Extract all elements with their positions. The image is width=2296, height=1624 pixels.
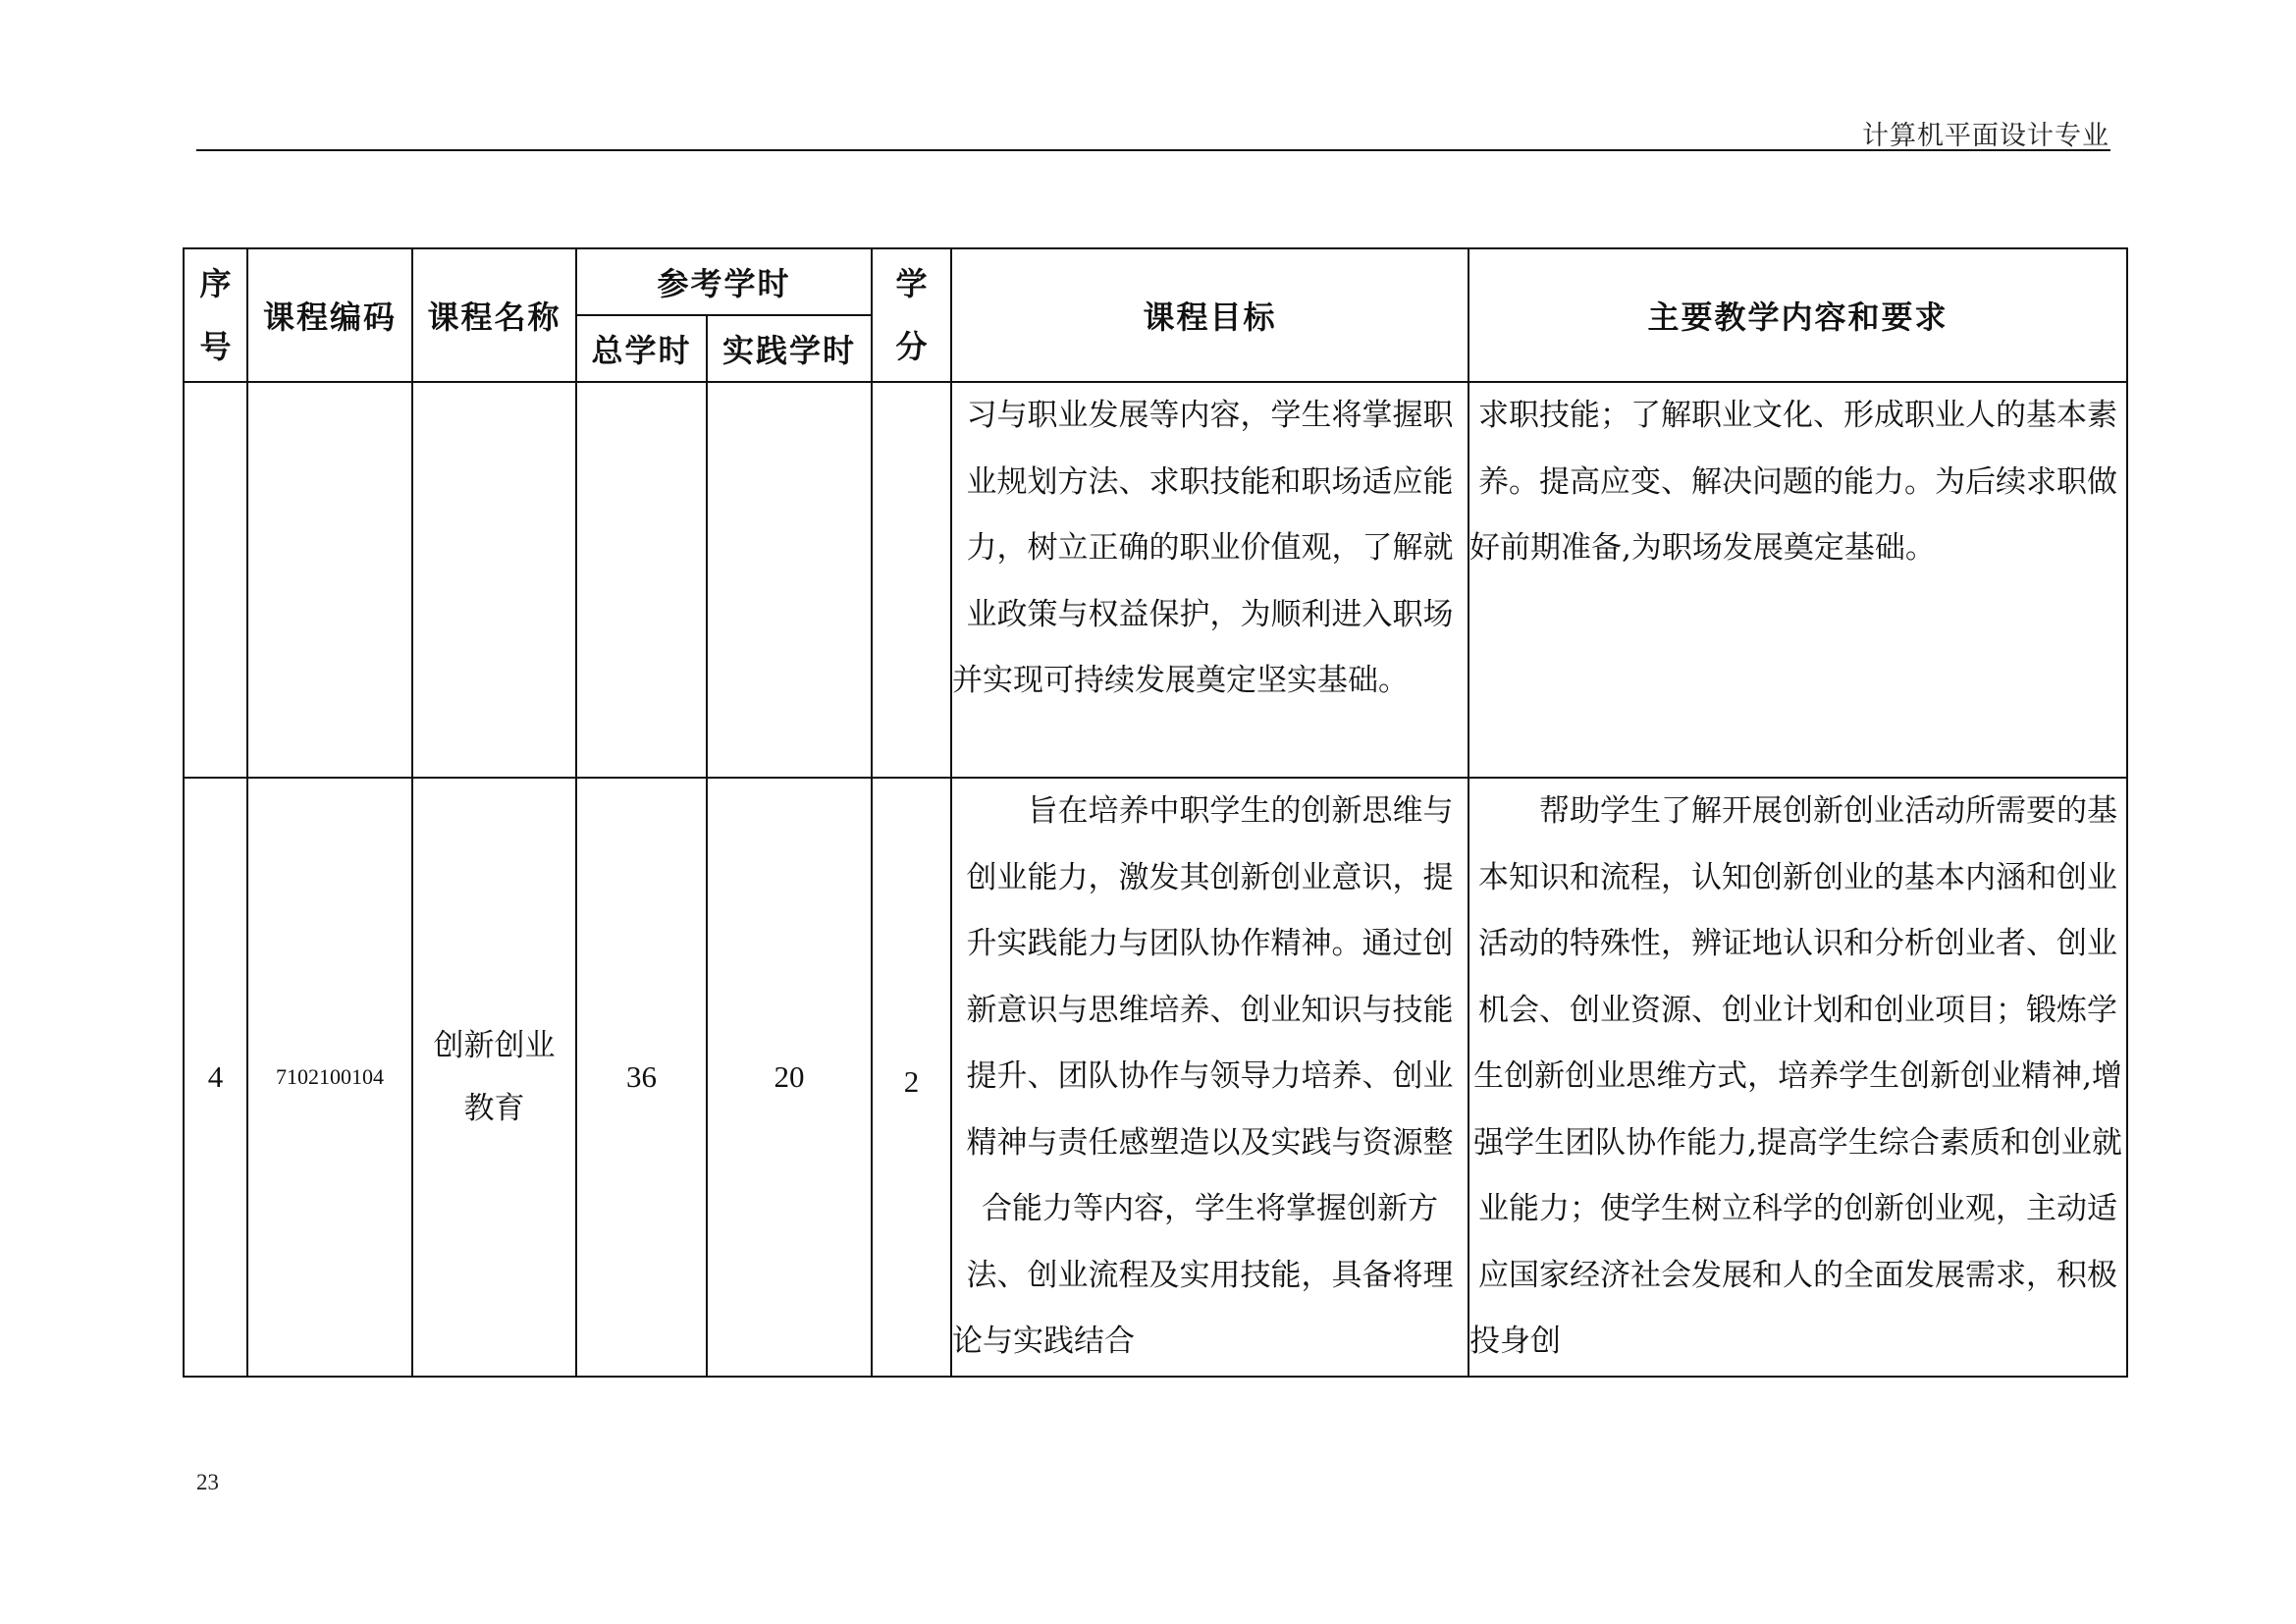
- table-row: [184, 778, 2127, 1377]
- table-row: [184, 382, 2127, 778]
- row-total-hours: [576, 382, 707, 778]
- row-credit: 2: [872, 778, 951, 1377]
- header-goal: 课程目标: [951, 248, 1468, 382]
- header-credit-line1: 学: [895, 265, 928, 302]
- header-seq-line1: 序: [199, 265, 232, 302]
- row-practice-hours: [707, 382, 872, 778]
- row-credit: [872, 382, 951, 778]
- row-name-line2: 教育: [463, 1090, 525, 1126]
- row-goal: 习与职业发展等内容，学生将掌握职业规划方法、求职技能和职场适应能力，树立正确的职业价值观，了解就业政策与权益保护，为顺利进入职场并实现可持续发展奠定坚实基础。: [951, 382, 1468, 778]
- header-name: 课程名称: [412, 248, 576, 382]
- header-seq-line2: 号: [199, 328, 232, 365]
- header-code: 课程编码: [247, 248, 412, 382]
- header-practice-hours: 实践学时: [707, 315, 872, 382]
- header-total-hours: 总学时: [576, 315, 707, 382]
- row-name: [412, 382, 576, 778]
- header-credit-line2: 分: [895, 328, 928, 365]
- header-ref-hours: 参考学时: [576, 248, 872, 315]
- row-name: [412, 778, 576, 1377]
- header-credit: [872, 248, 951, 382]
- header-content: 主要教学内容和要求: [1468, 248, 2127, 382]
- row-seq: 4: [184, 778, 247, 1377]
- header-rule: [196, 149, 2110, 151]
- row-name-line1: 创新创业: [433, 1027, 556, 1063]
- row-practice-hours: 20: [707, 778, 872, 1377]
- row-code: [247, 382, 412, 778]
- row-total-hours: 36: [576, 778, 707, 1377]
- page-number: 23: [196, 1470, 219, 1494]
- row-goal: 旨在培养中职学生的创新思维与创业能力，激发其创新创业意识，提升实践能力与团队协作精神。通过创新意识与思维培养、创业知识与技能提升、团队协作与领导力培养、创业精神与责任感塑造以及实践与资源整合能力等内容，学生将掌握创新方法、创业流程及实用技能，具备将理论与实践结合: [951, 778, 1468, 1377]
- header-seq: [184, 248, 247, 382]
- row-content: 求职技能；了解职业文化、形成职业人的基本素养。提高应变、解决问题的能力。为后续求职做好前期准备,为职场发展奠定基础。: [1468, 382, 2127, 778]
- page-header-title: 计算机平面设计专业: [1862, 121, 2109, 151]
- row-seq: [184, 382, 247, 778]
- row-code: 7102100104: [247, 778, 412, 1377]
- row-content: 帮助学生了解开展创新创业活动所需要的基本知识和流程，认知创新创业的基本内涵和创业活动的特殊性，辨证地认识和分析创业者、创业机会、创业资源、创业计划和创业项目；锻炼学生创新创业思维方式，培养学生创新创业精神,增强学生团队协作能力,提高学生综合素质和创业就业能力；使学生树立科学的创新创业观，主动适应国家经济社会发展和人的全面发展需求，积极投身创: [1468, 778, 2127, 1377]
- course-table: [183, 247, 2128, 1378]
- header-row: [184, 248, 2127, 315]
